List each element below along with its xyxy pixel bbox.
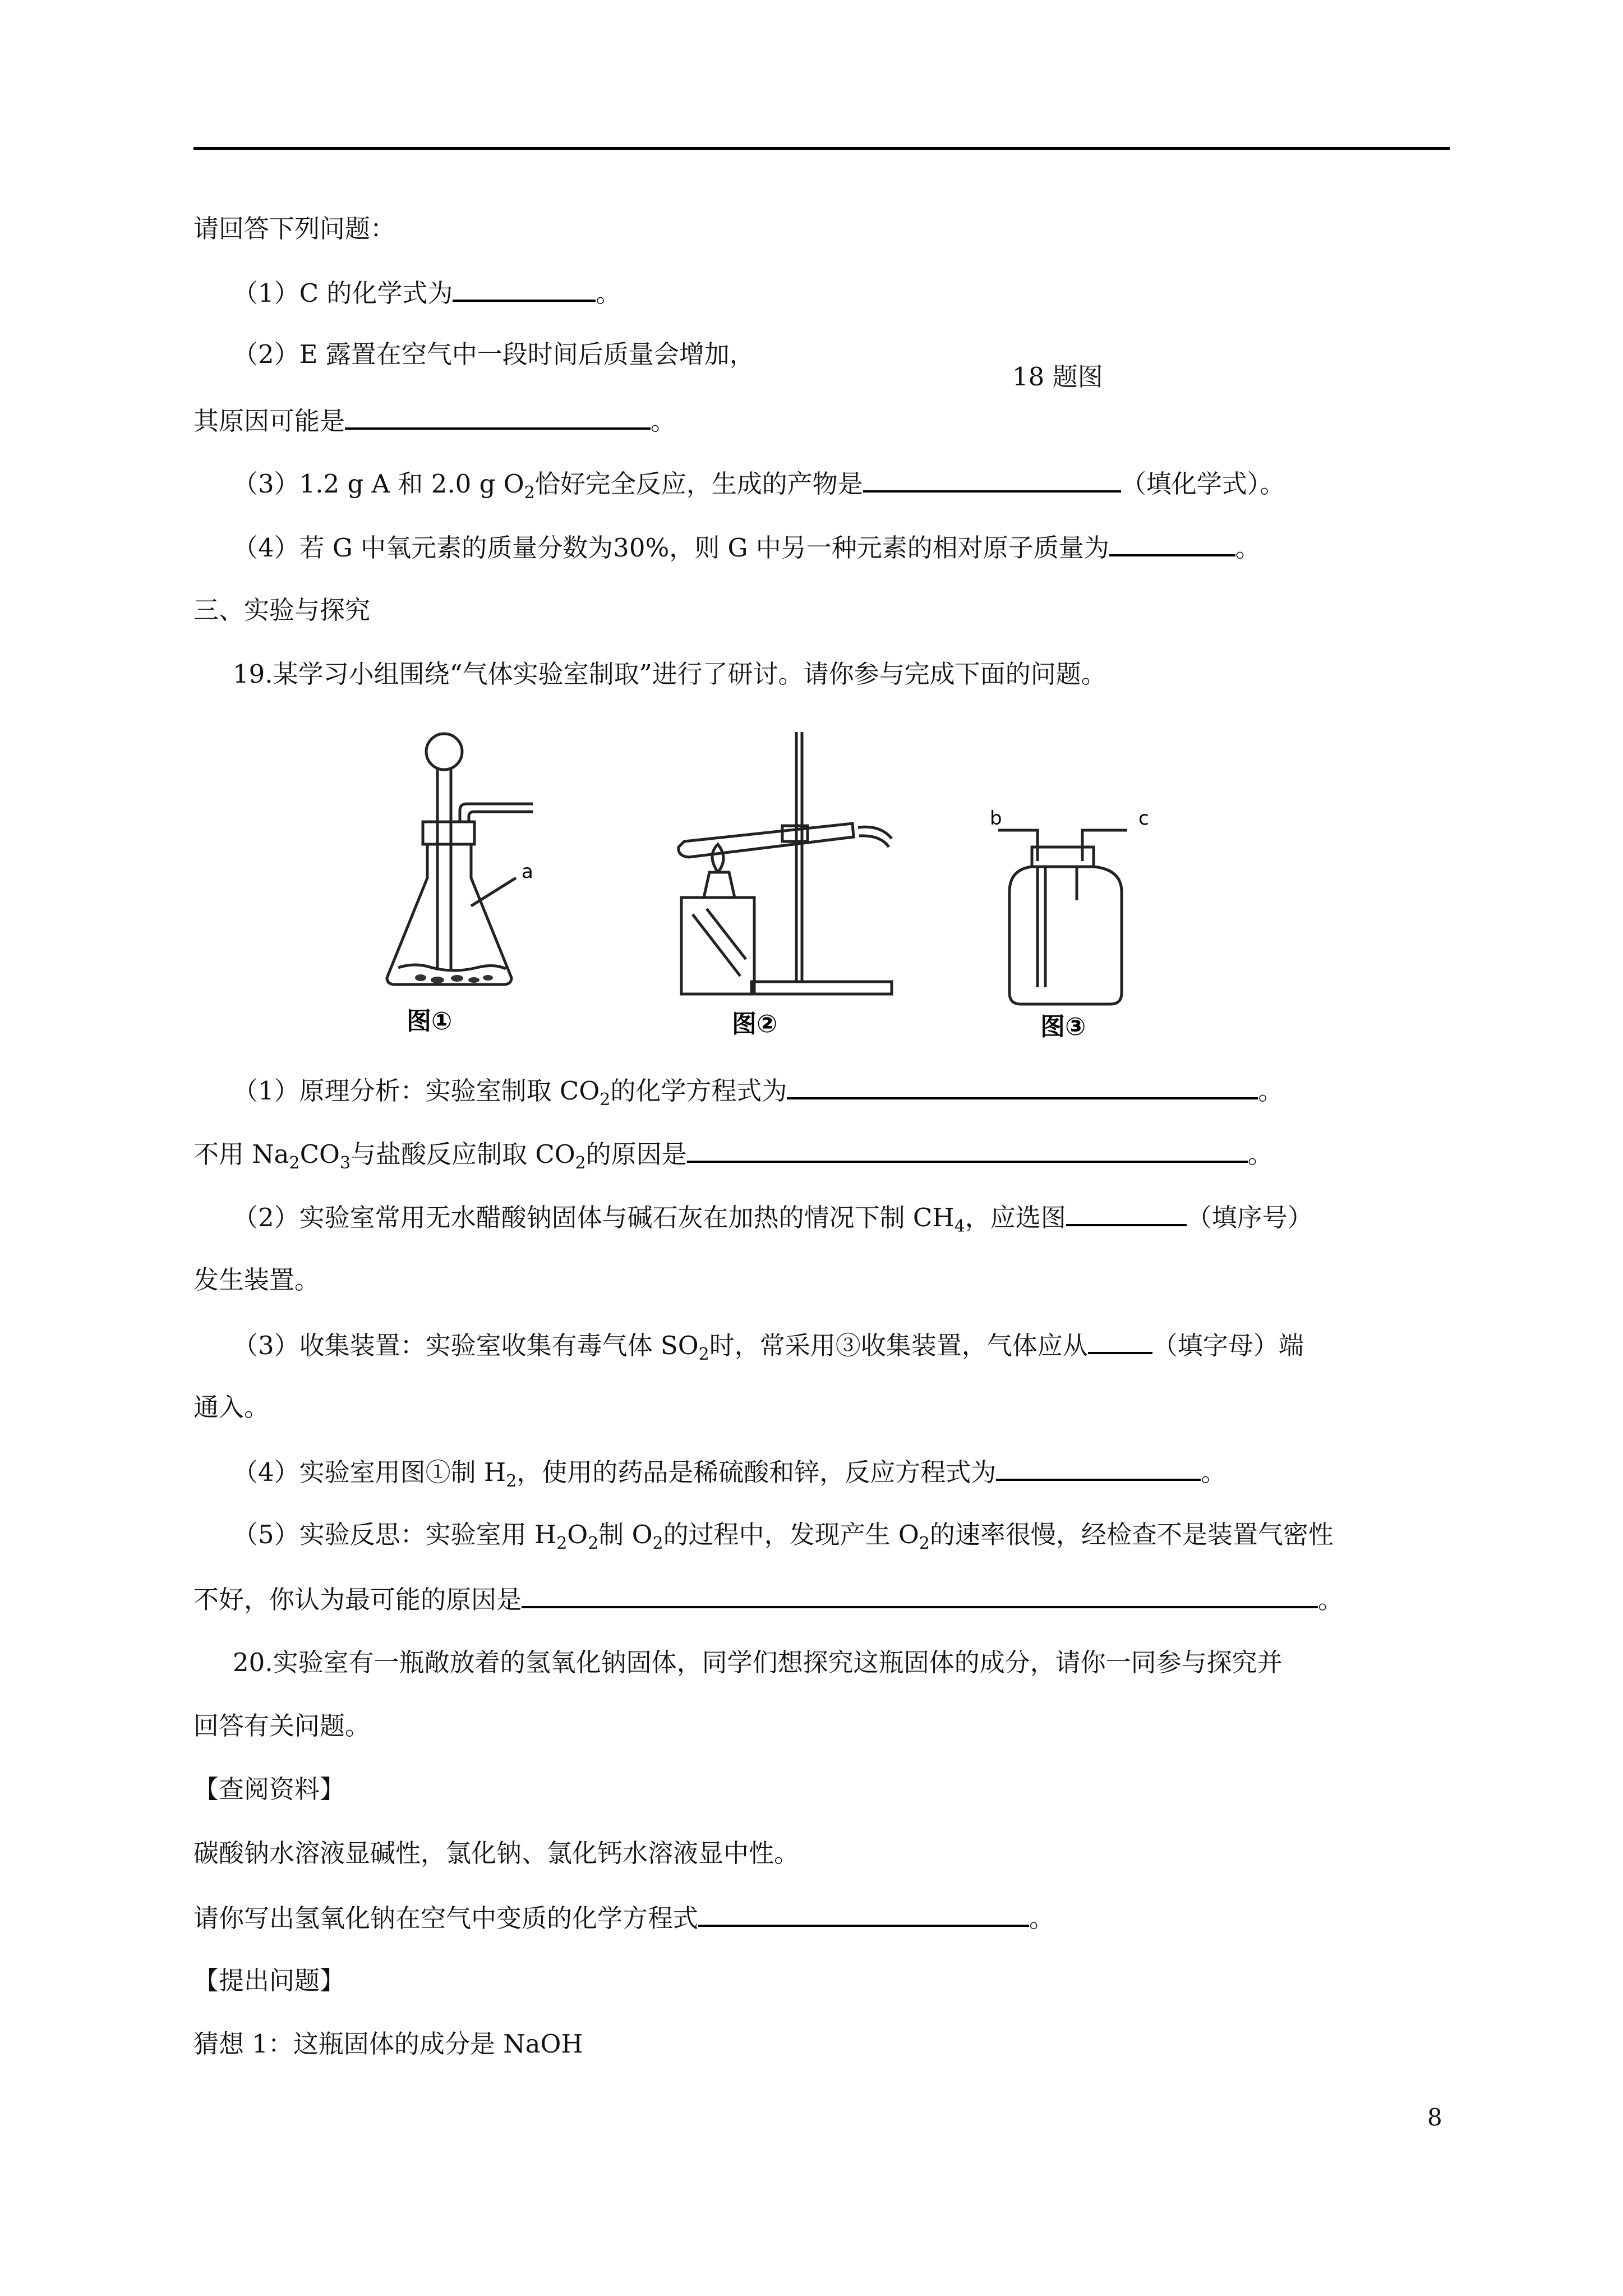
q19-part4: （4）实验室用图①制 $H_2$，使用的药品是稀硫酸和锌，反应方程式为 。 bbox=[233, 1454, 1226, 1489]
q18-figure-caption: 18 题图 bbox=[1012, 362, 1103, 392]
reference-text: 碳酸钠水溶液显碱性，氯化钠、氯化钙水溶液显中性。 bbox=[193, 1838, 800, 1868]
q19-part5: （5）实验反思：实验室用 $H_2O_2$制 $O_2$的过程中，发现产生 $O_2$的速率很慢，经检查不是装置气密性 bbox=[233, 1520, 1334, 1553]
questions-intro: 请回答下列问题： bbox=[193, 214, 396, 243]
q18-part1: （1）C 的化学式为 。 bbox=[233, 275, 621, 310]
q19-part5-line2: 不好，你认为最可能的原因是 。 bbox=[193, 1581, 1343, 1617]
question-heading: 【提出问题】 bbox=[193, 1966, 345, 1995]
q19-part2: （2）实验室常用无水醋酸钠固体与碱石灰在加热的情况下制 $CH_4$，应选图 （填序号） bbox=[233, 1199, 1313, 1235]
q18-part3: （3）1.2 g A 和 2.0 g $O_2$恰好完全反应，生成的产物是 （填化学式）。 bbox=[233, 466, 1285, 501]
q18-part2-line2: 其原因可能是 。 bbox=[193, 403, 676, 438]
q19-part1-line2: 不用 $Na_2CO_3$与盐酸反应制取 $CO_2$的原因是 。 bbox=[193, 1136, 1273, 1171]
answer-blank[interactable] bbox=[687, 1136, 1248, 1163]
figure-2-heating-apparatus bbox=[645, 729, 937, 1043]
q19-part3: （3）收集装置：实验室收集有毒气体 $SO_2$时，常采用③收集装置，气体应从 （填字母）端 bbox=[233, 1327, 1304, 1363]
q20-line2: 回答有关问题。 bbox=[193, 1711, 371, 1741]
answer-blank[interactable] bbox=[1088, 1327, 1152, 1354]
answer-blank[interactable] bbox=[345, 403, 651, 430]
answer-blank[interactable] bbox=[863, 466, 1121, 493]
q18-part4: （4）若 G 中氧元素的质量分数为30%，则 G 中另一种元素的相对原子质量为 。 bbox=[233, 530, 1261, 565]
figure-1-caption: 图① bbox=[407, 1007, 453, 1036]
label-a: a bbox=[522, 861, 533, 883]
answer-blank[interactable] bbox=[522, 1581, 1318, 1608]
q20-equation-prompt: 请你写出氢氧化钠在空气中变质的化学方程式 。 bbox=[193, 1900, 1054, 1935]
figure-1-flask-apparatus bbox=[381, 726, 561, 1041]
answer-blank[interactable] bbox=[1109, 530, 1235, 556]
answer-blank[interactable] bbox=[453, 275, 596, 302]
q19-part1: （1）原理分析：实验室制取 $CO_2$的化学方程式为 。 bbox=[233, 1073, 1283, 1108]
q18-part2-line1: （2）E 露置在空气中一段时间后质量会增加， bbox=[233, 339, 755, 369]
q19-intro: 19.某学习小组围绕“气体实验室制取”进行了研讨。请你参与完成下面的问题。 bbox=[233, 659, 1106, 689]
header-rule bbox=[193, 147, 1450, 150]
q19-part3-line2: 通入。 bbox=[193, 1392, 270, 1422]
figure-2-caption: 图② bbox=[732, 1010, 778, 1038]
answer-blank[interactable] bbox=[787, 1073, 1258, 1099]
guess-1: 猜想 1：这瓶固体的成分是 NaOH bbox=[193, 2029, 583, 2059]
q19-part2-line2: 发生装置。 bbox=[193, 1265, 320, 1295]
q20-line1: 20.实验室有一瓶敞放着的氢氧化钠固体，同学们想探究这瓶固体的成分，请你一同参与探究并 bbox=[233, 1648, 1283, 1677]
answer-blank[interactable] bbox=[698, 1900, 1029, 1927]
answer-blank[interactable] bbox=[1066, 1199, 1187, 1226]
section-heading: 三、实验与探究 bbox=[193, 595, 371, 625]
figure-3-collection-bottle bbox=[976, 808, 1189, 1043]
figure-3-caption: 图③ bbox=[1040, 1013, 1086, 1041]
label-c: c bbox=[1138, 808, 1149, 830]
answer-blank[interactable] bbox=[996, 1454, 1201, 1481]
page-number: 8 bbox=[1427, 2104, 1442, 2131]
label-b: b bbox=[990, 808, 1002, 830]
reference-heading: 【查阅资料】 bbox=[193, 1774, 345, 1804]
